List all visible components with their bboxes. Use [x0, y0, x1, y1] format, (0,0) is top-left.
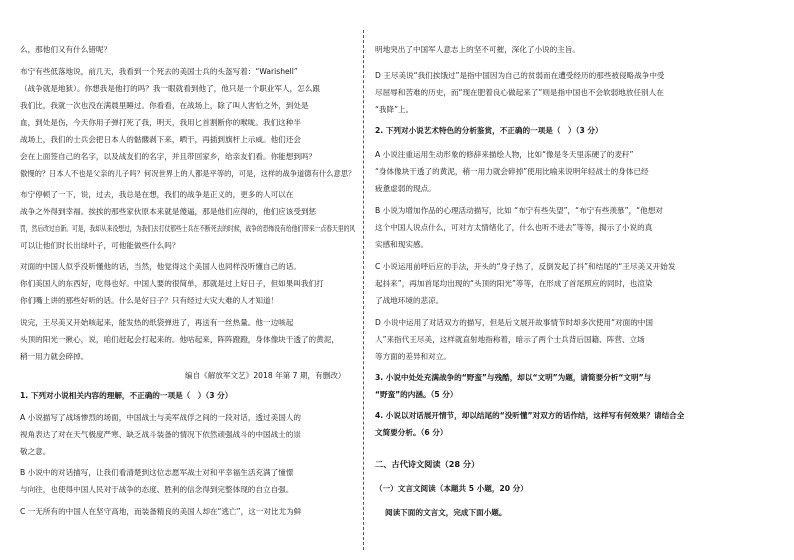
text-line: 战场上，我们的士兵会把日本人的骷髅剥下来，晒干，再插到旗杆上示威。他们还会: [20, 135, 301, 144]
section-heading: 二、古代诗文阅读（28 分）: [375, 459, 480, 469]
question-4: 4. 小说以对话展开情节，却以结尾的“没听懂”对双方的话作结，这样写有何效果？请结合全: [375, 411, 685, 420]
option-a: A 小说注重运用生动形象的修辞来描绘人物，比如“像是冬天里冻硬了的麦秆”: [375, 150, 634, 159]
text-line: （战争就是地狱）。你想我是他打的吗？我一眼就看到他了，他只是一个职业军人，怎么跟: [20, 84, 320, 93]
instruction: 阅读下面的文言文，完成下面小题。: [385, 508, 507, 517]
option-d: D 小说中运用了对话双方的描写，但是后文展开故事情节时却多次使用“对面的中国: [375, 318, 653, 327]
text-line: 会在上面签自己的名字，以及战友们的名字，并且带回家乡，给亲友们看。你能想到吗？: [20, 152, 317, 161]
subsection-heading: （一）文言文阅读（本题共 5 小题，20 分）: [375, 484, 528, 493]
text-line: 血，到处是伤，今天你用子弹打死了我，明天，我用匕首割断你的喉咙。我们这种半: [20, 118, 301, 127]
text-line: 头顶的阳光一揪心，说，咱们赶起会打起来的。他咕起来，阵阵蹬蹬，身体像块干透了的黄泥，: [20, 335, 339, 344]
question-1: 1. 下列对小说相关内容的理解，不正确的一项是（ ）（3 分）: [20, 391, 233, 400]
text-line: “野蛮”的内涵。（5 分）: [375, 390, 458, 399]
text-line: 稍一用力就会碎掉。: [20, 352, 89, 361]
option-b: B 小说为增加作品的心理活动描写，比如 “布宁有些失望”，“布宁有些羡慕”，“他想对: [375, 206, 663, 215]
question-3: 3. 小说中处处充满战争的“野蛮”与残酷，却以“文明”为题，请简要分析“文明”与: [375, 373, 652, 382]
option-a: A 小说描写了战场惨烈的场面，中国战士与美军战俘之间的一段对话，透过美国人的: [20, 413, 301, 422]
text-line: 么，那他们又有什么错呢？: [20, 45, 112, 54]
question-2: 2. 下列对小说艺术特色的分析鉴赏，不正确的一项是（ ）（3 分）: [375, 126, 603, 135]
text-line: 敬之意。: [20, 447, 51, 456]
source-citation: 编自《解放军文艺》2018 年第 7 期，有删改）: [185, 371, 346, 380]
text-line: 了战地环境的悲凉。: [375, 296, 444, 305]
text-line: 等方面的差异和对立。: [375, 352, 451, 361]
text-line: 实感和现实感。: [375, 240, 429, 249]
text-line: 我们比，我就一次也没在满晨里睡过。你看看，在战场上，除了叫人害怕之外，到处是: [20, 101, 309, 110]
text-line: 这个中国人说点什么，可对方太情绪化了，什么也听不进去”等等，揭示了小说的真: [375, 223, 653, 232]
text-line: 文简要分析。（6 分）: [375, 428, 448, 437]
option-b: B 小说中的对话描写，让我们看清楚到这位志愿军战士对和平幸福生活充满了憧憬: [20, 468, 294, 477]
text-line: 对面的中国人似乎没听懂他的话，当然，他觉得这个美国人也同样没听懂自己的话。: [20, 262, 301, 271]
text-line: 你们嘴上讲的那些好听的话。什么是好日子？只有经过大灾大难的人才知道！: [20, 296, 279, 305]
text-line: 与向往，也使得中国人民对于战争的态度、胜利的信念得到完整体现的自立自强。: [20, 485, 294, 494]
option-c: C 小说运用前呼后应的手法，开头的“身子热了，反倒发起了抖”和结尾的“王尽美又开始发: [375, 262, 676, 271]
text-line: 可以让他们时长出绿叶子，可他能做些什么吗？: [20, 241, 180, 250]
text-line: 你们美国人的东西好，吃得也好。中国人要的很简单，那就是过上好日子，但如果叫我们打: [20, 279, 324, 288]
text-line: 人”来指代王尽美，这样就直射地指称着，暗示了两个士兵背后国籍、阵营、立场: [375, 335, 645, 344]
text-line: 起抖来”，再加首尾均出现的“头顶的阳光”等等，在形成了首尾照应的同时，也渲染: [375, 279, 653, 288]
text-line: 布宁停顿了一下，说，过去，我总是在想，我们的战争是正义的，更多的人可以在: [20, 190, 294, 199]
text-line: 尽屈辱和苦难的历史，而“现在肥着良心做起来了”则是指中国也不会软弱地放任别人在: [375, 88, 664, 97]
text-line: 布宁有些低落地说，前几天，我看到一个死去的美国士兵的头盔写着：“Warishell”: [20, 67, 298, 76]
text-line: 疲惫虚弱的现点。: [375, 184, 436, 193]
text-line: 战争之外得到幸福。挨挨的那些家伙原本来就是傻逼，那是他们应得的，他们应该受到惩: [20, 207, 317, 216]
text-line: 说完，王尽美又开始咳起来，能发热的纸袋弹进了，再送有一丝热量。他一边咳起: [20, 318, 294, 327]
column-divider: [363, 30, 364, 550]
option-c: C 一无所有的中国人在坚守高地，而装备精良的美国人却在“逃亡”，这一对比尤为鲜: [20, 507, 302, 516]
text-line: 傲慢的？日本人不也是父亲的儿子吗？何况世界上的人都是平等的，可是，这样的战争道德有什么意思？: [20, 169, 356, 178]
option-d: D 王尽美说“我们挨饿过”是指中国因为自己的贫弱而在遭受经历的那些被侵略战争中受: [375, 71, 665, 80]
text-line: “我降”上。: [375, 105, 414, 114]
text-line: 罚，然后改过自新。可是，我却从来没想过，为我们去打仗那些士兵在不断死去的时候，战争的恐怖没有给他们带来一点春天里的风: [20, 224, 356, 233]
text-line: 视角表达了对在天气极度严寒、缺乏战斗装备的情况下依然顽强战斗的中国战士的崇: [20, 430, 301, 439]
text-line: “身体像块干透了的黄泥，稍一用力就会碎掉”使用比喻来说明年轻战士的身体已经: [375, 167, 649, 176]
text-line: 明地突出了中国军人意志上的坚不可摧，深化了小说的主旨。: [375, 45, 581, 54]
